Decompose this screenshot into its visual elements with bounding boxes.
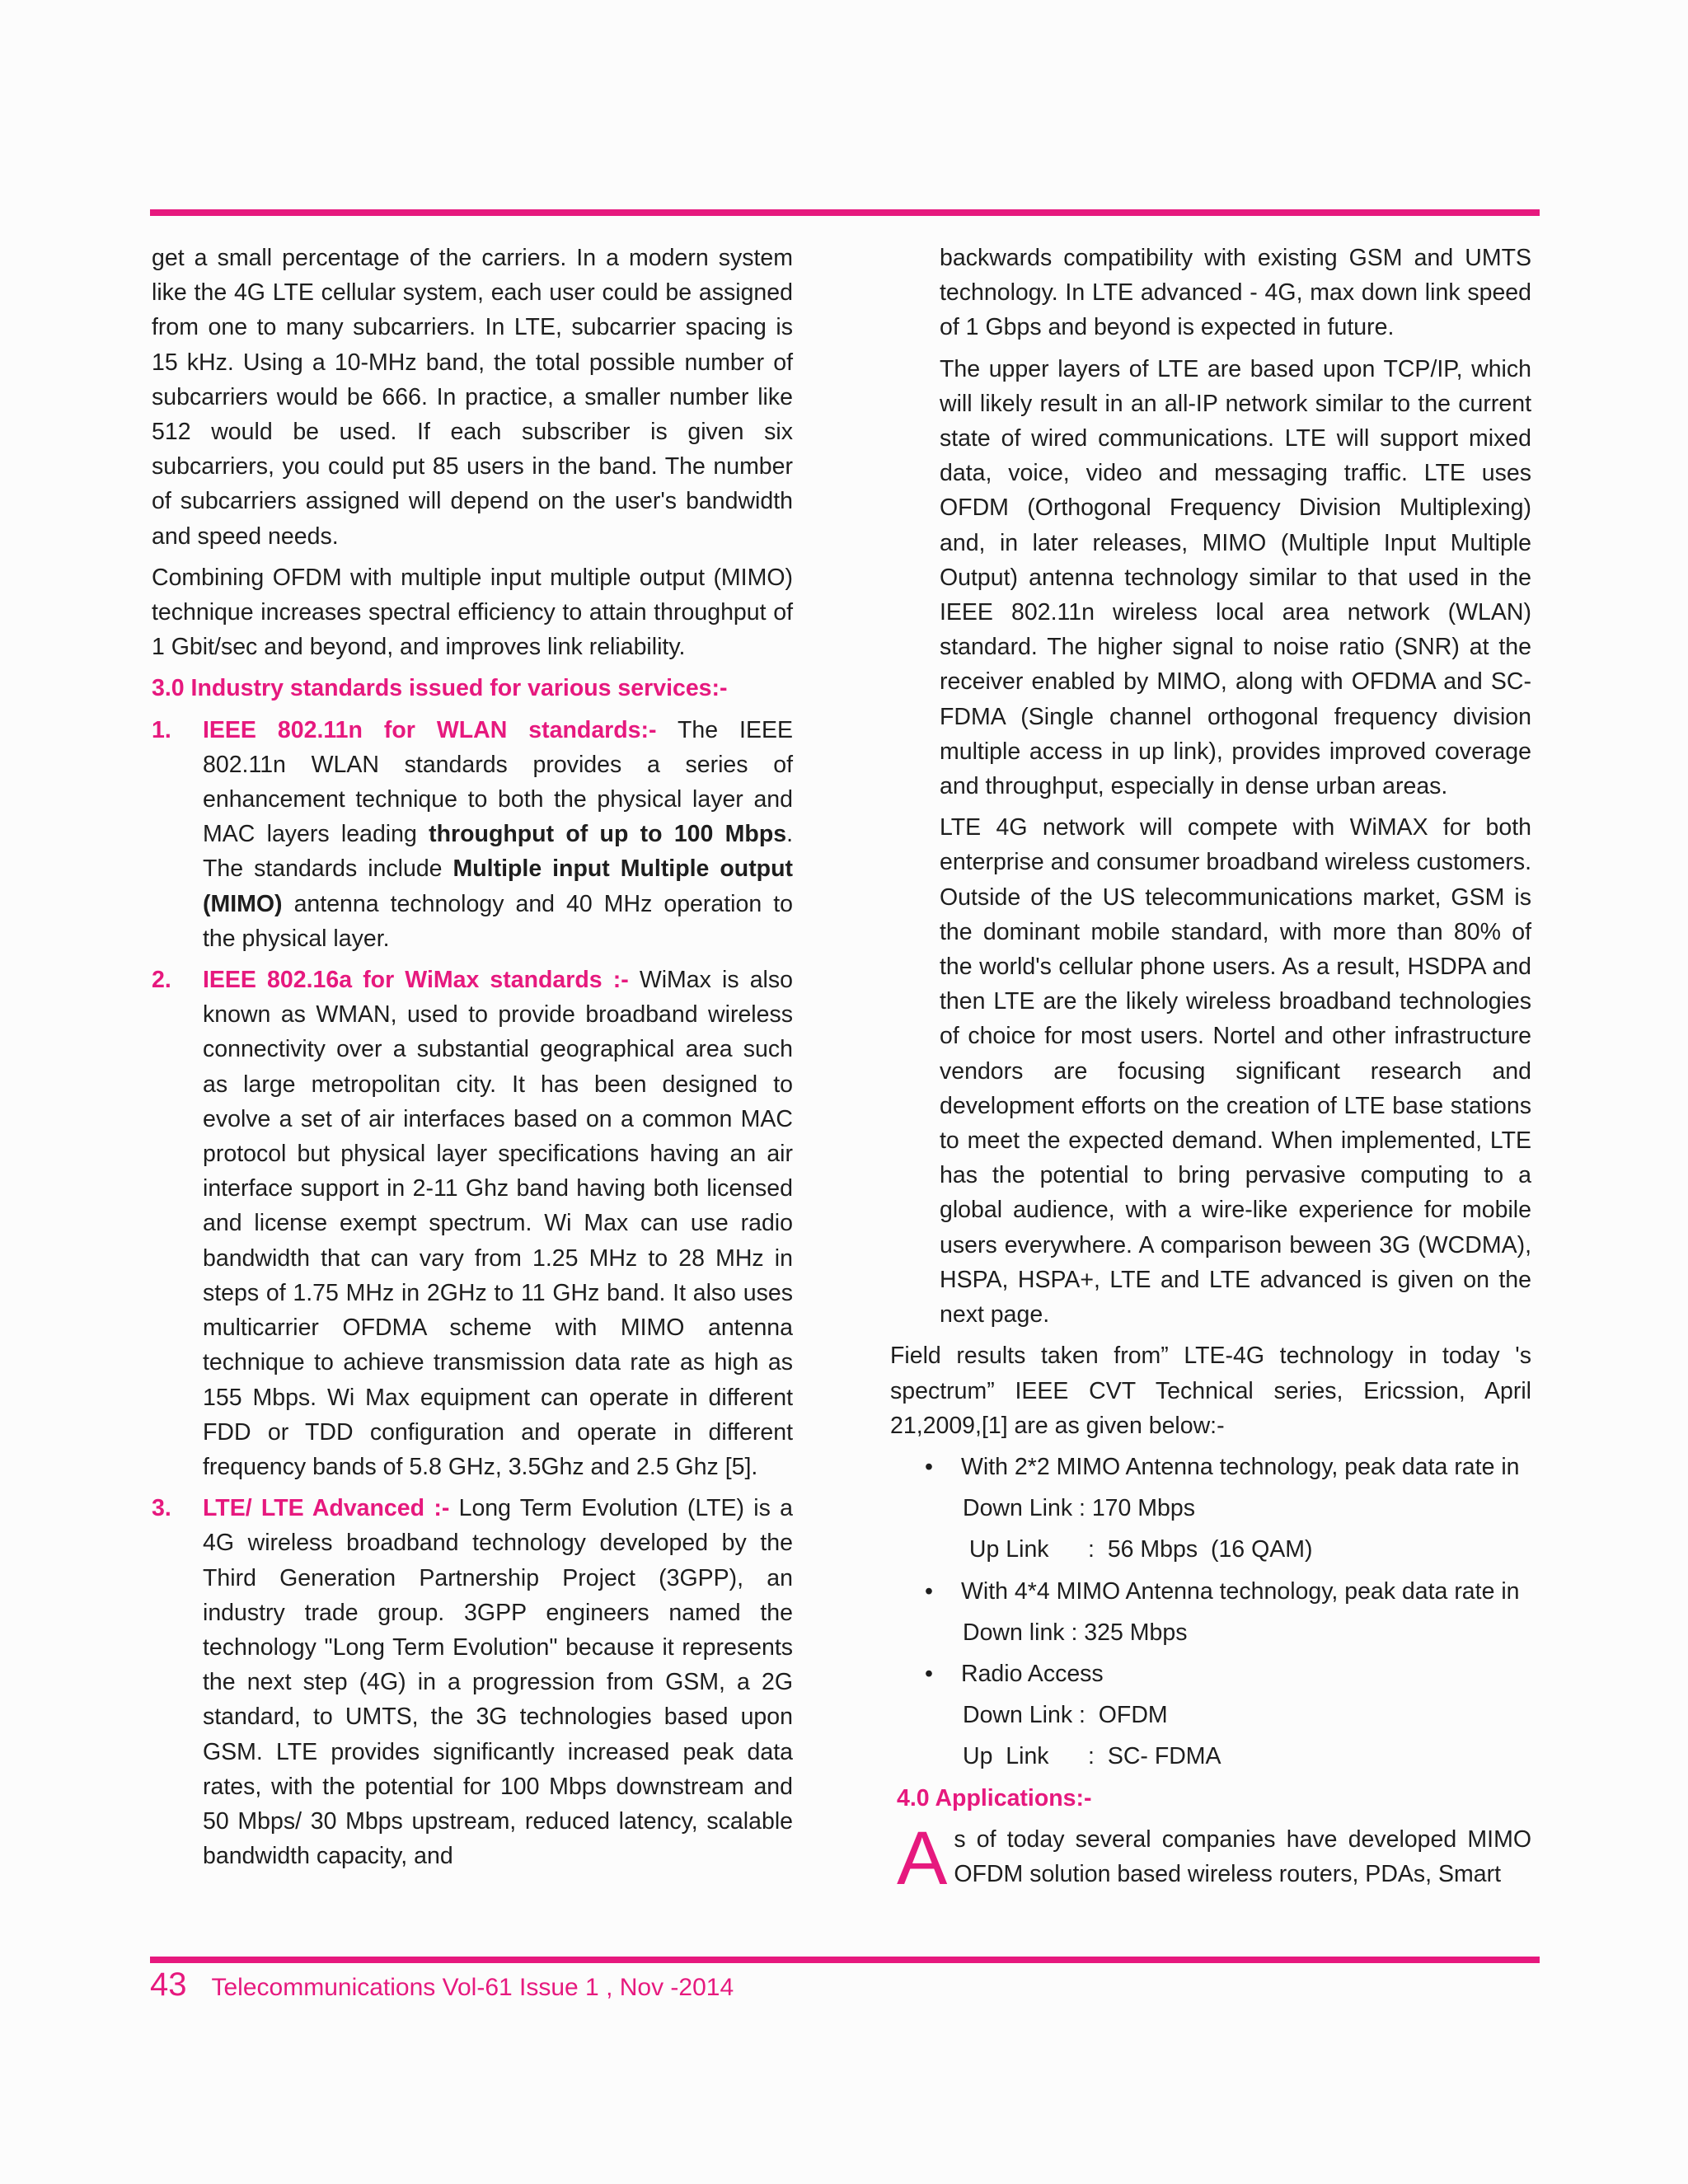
list-item [152,713,793,956]
bullet-text: With 4*4 MIMO Antenna technology, peak data rate in [961,1577,1520,1605]
paragraph-text: s of today several companies have developed MIMO OFDM solution based wireless routers, PDAs, Smart [954,1825,1531,1887]
page-number: 43 [150,1966,187,2003]
section-heading: 3.0 Industry standards issued for various services:- [152,675,728,702]
item-title: LTE/ LTE Advanced :- [203,1495,450,1522]
item-text: Long Term Evolution (LTE) is a 4G wireless broadband technology developed by the Third Generation Partnership Project (3GPP), an industry trade group. 3GPP engineers named the technology "Long Term Evolution" because it represents the next step (4G) in a progression from GSM, a 2G standard, to UMTS, the 3G technologies based upon GSM. LTE provides significantly increased peak data rates, with the potential for 100 Mbps downstream and 50 Mbps/ 30 Mbps upstream, reduced latency, scalable bandwidth capacity, and [203,1495,793,1870]
bullet-icon: • [925,1453,933,1480]
bullet-subline: Up Link : 56 Mbps (16 QAM) [963,1536,1313,1563]
paragraph [897,1816,1531,1900]
bottom-rule [150,1957,1540,1963]
journal-title: Telecommunications Vol-61 Issue 1 , Nov -2014 [211,1974,734,2001]
item-text: . The standards include [203,821,794,883]
paragraph: backwards compatibility with existing GSM and UMTS technology. In LTE advanced - 4G, max down link speed of 1 Gbps and beyond is expected in future. [940,245,1531,341]
list-item [152,963,793,1484]
paragraph: get a small percentage of the carriers. In a modern system like the 4G LTE cellular system, each user could be assigned from one to many subcarriers. In LTE, subcarrier spacing is 15 kHz. Using a 10-MHz band, the total possible number of subcarriers would be 666. In practice, a smaller number like 512 would be used. If each subscriber is given six subcarriers, you could put 85 users in the band. The number of subcarriers assigned will depend on the user's bandwidth and speed needs. [152,245,793,550]
item-text: WiMax is also known as WMAN, used to provide broadband wireless connectivity over a substantial geographical area such as large metropolitan city. It has been designed to evolve a set of air interfaces based on a common MAC protocol but physical layer specifications having an air interface support in 2-11 Ghz band having both licensed and license exempt spectrum. Wi Max can use radio bandwidth that can vary from 1.25 MHz to 28 MHz in steps of 1.75 MHz in 2GHz to 11 GHz band. It also uses multicarrier OFDMA scheme with MIMO antenna technique to achieve transmission data rate as high as 155 Mbps. Wi Max equipment can operate in different FDD or TDD configuration and operate in different frequency bands of 5.8 GHz, 3.5Ghz and 2.5 Ghz [5]. [203,967,793,1480]
item-bold-text: Multiple input Multiple output (MIMO) [203,855,793,917]
paragraph: LTE 4G network will compete with WiMAX for both enterprise and consumer broadband wireless customers. Outside of the US telecommunications market, GSM is the dominant mobile standard, with more than 80% of the world's cellular phone users. As a result, HSDPA and then LTE are the likely wireless broadband technologies of choice for most users. Nortel and other infrastructure vendors are focusing significant research and development efforts on the creation of LTE base stations to meet the expected demand. When implemented, LTE has the potential to bring pervasive computing to a global audience, with a wire-like experience for mobile users everywhere. A comparison beween 3G (WCDMA), HSPA, HSPA+, LTE and LTE advanced is given on the next page. [940,814,1531,1329]
paragraph: The upper layers of LTE are based upon TCP/IP, which will likely result in an all-IP network similar to the current state of wired communications. LTE will support mixed data, voice, video and messaging traffic. LTE uses OFDM (Orthogonal Frequency Division Multiplexing) and, in later releases, MIMO (Multiple Input Multiple Output) antenna technology similar to that used in the IEEE 802.11n wireless local area network (WLAN) standard. The higher signal to noise ratio (SNR) at the receiver enabled by MIMO, along with OFDMA and SC-FDMA (Single channel orthogonal frequency division multiple access in up link), provides improved coverage and throughput, especially in dense urban areas. [940,355,1531,800]
bullet-icon: • [925,1660,933,1687]
item-title: IEEE 802.11n for WLAN standards:- [203,716,657,743]
item-number: 3. [152,1495,171,1522]
bullet-subline: Down Link : OFDM [963,1702,1168,1729]
top-rule [150,209,1540,216]
paragraph: Combining OFDM with multiple input multiple output (MIMO) technique increases spectral efficiency to attain throughput of 1 Gbit/sec and beyond, and improves link reliability. [152,564,793,661]
item-text: The IEEE 802.11n WLAN standards provides a series of enhancement technique to both the physical layer and MAC layers leading [203,716,793,848]
list-item [152,1491,793,1873]
bullet-text: With 2*2 MIMO Antenna technology, peak data rate in [961,1453,1520,1480]
bullet-item [890,1657,1531,1691]
bullet-icon: • [925,1577,933,1605]
section-heading: 4.0 Applications:- [897,1784,1092,1811]
right-column [890,241,1531,1900]
bullet-subline: Down Link : 170 Mbps [963,1495,1195,1522]
bullet-subline: Down link : 325 Mbps [963,1619,1188,1646]
paragraph: Field results taken from” LTE-4G technology in today 's spectrum” IEEE CVT Technical series, Ericssion, April 21,2009,[1] are as given below:- [890,1343,1531,1439]
item-number: 2. [152,967,171,994]
page-footer [150,1966,734,2004]
item-title: IEEE 802.16a for WiMax standards :- [203,967,629,994]
item-text: antenna technology and 40 MHz operation to the physical layer. [203,890,793,952]
bullet-text: Radio Access [961,1660,1104,1687]
bullet-subline: Up Link : SC- FDMA [963,1743,1221,1770]
bullet-item [890,1574,1531,1609]
left-column [152,241,793,1880]
item-number: 1. [152,716,171,743]
bullet-item [890,1450,1531,1484]
item-bold-text: throughput of up to 100 Mbps [429,821,787,848]
drop-cap: A [897,1816,948,1900]
